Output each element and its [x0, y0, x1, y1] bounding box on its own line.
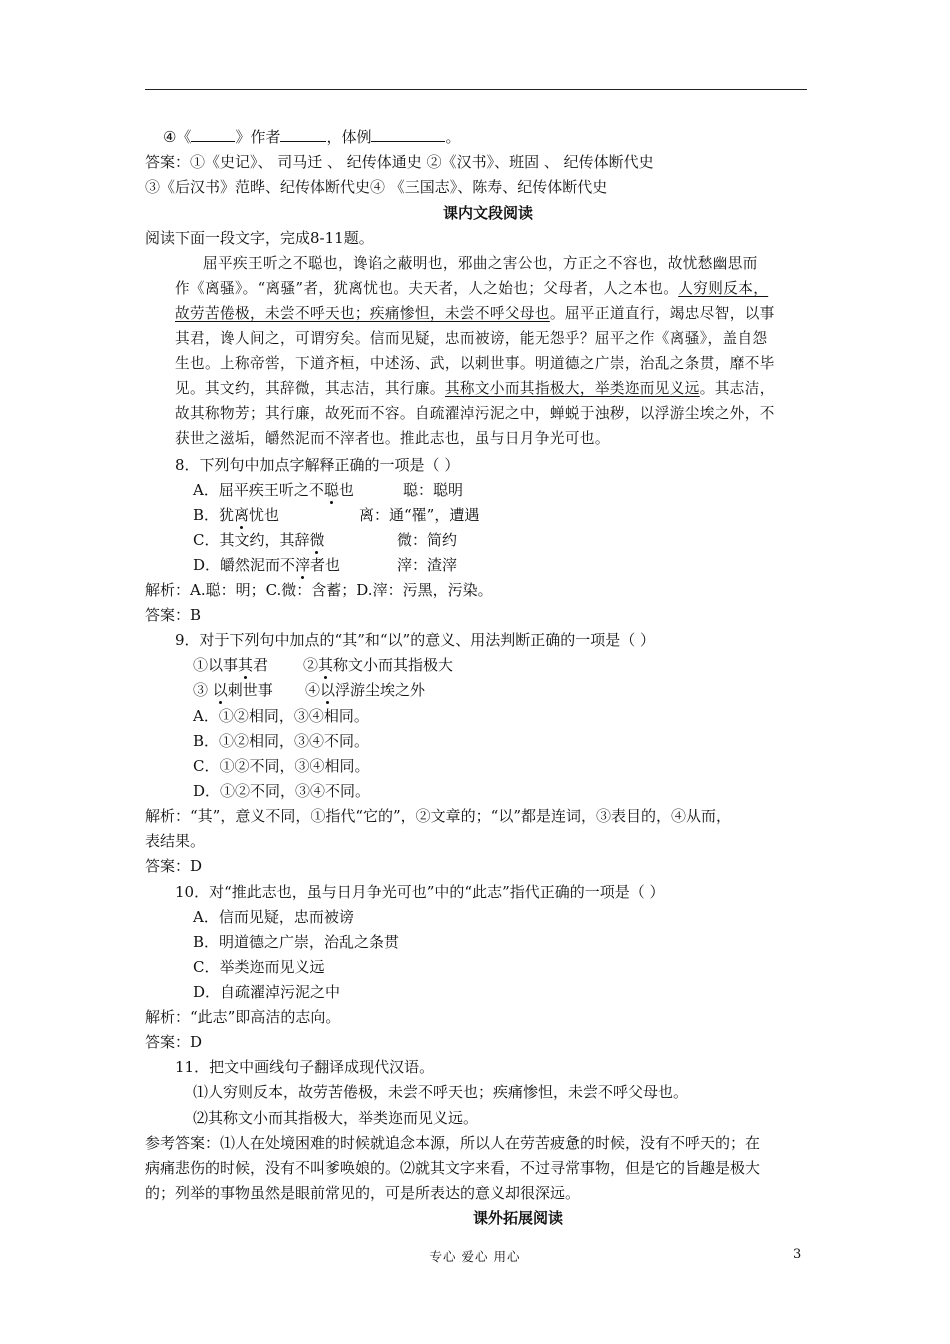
- sentence-3: ③ 以刺世事: [193, 681, 273, 699]
- analysis: 解析：“此志”即高洁的志向。: [145, 1008, 341, 1026]
- option-b-gloss: 离：通“罹”，遭遇: [359, 506, 480, 524]
- option-d[interactable]: D．①②不同，③④不同。: [193, 782, 371, 800]
- option-c[interactable]: C．①②不同，③④相同。: [193, 757, 370, 775]
- answer: 答案：D: [145, 1033, 203, 1051]
- option-a[interactable]: A．①②相同，③④相同。: [193, 707, 369, 725]
- option-a-gloss: 聪：聪明: [403, 481, 464, 499]
- header-rule: [145, 89, 807, 90]
- section-heading: 课外拓展阅读: [473, 1209, 564, 1227]
- sentence-1: ①以事其君: [193, 656, 269, 674]
- option-d-gloss: 滓：渣滓: [397, 556, 458, 574]
- underlined-sentence: 人穷则反本，: [678, 280, 769, 297]
- section-heading: 课内文段阅读: [443, 204, 534, 222]
- option-b[interactable]: B．犹离忧也: [193, 506, 280, 524]
- analysis-continued: 表结果。: [145, 832, 206, 850]
- option-d[interactable]: D．皭然泥而不滓者也: [193, 556, 341, 574]
- reference-answer: 的；列举的事物虽然是眼前常见的，可是所表达的意义却很深远。: [145, 1184, 581, 1202]
- passage-line: 生也。上称帝喾，下道齐桓，中述汤、武，以刺世事。明道德之广崇，治乱之条贯，靡不毕: [175, 355, 775, 372]
- question-stem: 11．把文中画线句子翻译成现代汉语。: [175, 1058, 435, 1076]
- passage-line: 故劳苦倦极，未尝不呼天也；疾痛惨怛，未尝不呼父母也。屈平正道直行，竭忠尽智，以事: [175, 305, 775, 322]
- analysis: 解析：“其”，意义不同，①指代“它的”，②文章的；“以”都是连词，③表目的，④从而，: [145, 807, 732, 825]
- blank-author[interactable]: [280, 127, 326, 142]
- option-c-gloss: 微：简约: [397, 531, 458, 549]
- answer: 答案：B: [145, 606, 202, 624]
- option-c[interactable]: C．其文约，其辞微: [193, 531, 325, 549]
- option-b[interactable]: B．①②相同，③④不同。: [193, 732, 370, 750]
- option-c[interactable]: C．举类迩而见义远: [193, 958, 325, 976]
- blank-style[interactable]: [371, 127, 445, 142]
- translate-sentence-1: ⑴人穷则反本，故劳苦倦极，未尝不呼天也；疾痛惨怛，未尝不呼父母也。: [193, 1083, 689, 1101]
- question-stem: 9．对于下列句中加点的“其”和“以”的意义、用法判断正确的一项是（ ）: [175, 631, 655, 649]
- analysis: 解析：A.聪：明；C.微：含蓄；D.滓：污黑，污染。: [145, 581, 493, 599]
- sentence-4: ④以浮游尘埃之外: [305, 681, 426, 699]
- option-b[interactable]: B．明道德之广崇，治乱之条贯: [193, 933, 400, 951]
- option-a[interactable]: A．屈平疾王听之不聪也: [193, 481, 354, 499]
- underlined-sentence: 其称文小而其指极大，举类迩而见义远: [444, 380, 700, 397]
- page-footer: 专心 爱心 用心: [429, 1249, 521, 1264]
- underlined-sentence: 故劳苦倦极，未尝不呼天也；疾痛惨怛，未尝不呼父母也: [175, 305, 550, 322]
- passage-line: 屈平疾王听之不聪也，谗谄之蔽明也，邪曲之害公也，方正之不容也，故忧愁幽思而: [203, 255, 758, 272]
- sentence-2: ②其称文小而其指极大: [303, 656, 454, 674]
- blank-book-title[interactable]: [191, 127, 235, 142]
- page-number: 3: [793, 1247, 802, 1262]
- translate-sentence-2: ⑵其称文小而其指极大，举类迩而见义远。: [193, 1109, 479, 1127]
- answer: 答案：D: [145, 857, 203, 875]
- reference-answer: 病痛悲伤的时候，没有不叫爹唤娘的。⑵就其文字来看，不过寻常事物，但是它的旨趣是极大: [145, 1159, 761, 1177]
- passage-line: 故其称物芳；其行廉，故死而不容。自疏濯淖污泥之中，蝉蜕于浊秽，以浮游尘埃之外，不: [175, 405, 775, 422]
- fill-in-item: ④《 》作者 ，体例 。: [163, 128, 461, 146]
- instruction: 阅读下面一段文字，完成8-11题。: [145, 229, 374, 247]
- passage-line: 见。其文约，其辞微，其志洁，其行廉。其称文小而其指极大，举类迩而见义远。其志洁，: [175, 380, 775, 397]
- question-stem: 10．对“推此志也，虽与日月争光可也”中的“此志”指代正确的一项是（ ）: [175, 883, 665, 901]
- option-d[interactable]: D．自疏濯淖污泥之中: [193, 983, 341, 1001]
- passage-line: 获世之滋垢，皭然泥而不滓者也。推此志也，虽与日月争光可也。: [175, 430, 610, 447]
- passage-line: 作《离骚》。“离骚”者，犹离忧也。夫天者，人之始也；父母者，人之本也。人穷则反本，: [175, 280, 769, 297]
- answer-line: ③《后汉书》范晔、纪传体断代史④ 《三国志》、陈寿、纪传体断代史: [145, 178, 608, 196]
- passage-line: 其君，谗人间之，可谓穷矣。信而见疑，忠而被谤，能无怨乎？屈平之作《离骚》，盖自怨: [175, 330, 768, 347]
- question-stem: 8．下列句中加点字解释正确的一项是（ ）: [175, 456, 460, 474]
- answer-line: 答案：①《史记》、 司马迁 、 纪传体通史 ②《汉书》、班固 、 纪传体断代史: [145, 153, 654, 171]
- reference-answer: 参考答案：⑴人在处境困难的时候就追念本源，所以人在劳苦疲惫的时候，没有不呼天的；在: [145, 1134, 761, 1152]
- option-a[interactable]: A．信而见疑，忠而被谤: [193, 908, 354, 926]
